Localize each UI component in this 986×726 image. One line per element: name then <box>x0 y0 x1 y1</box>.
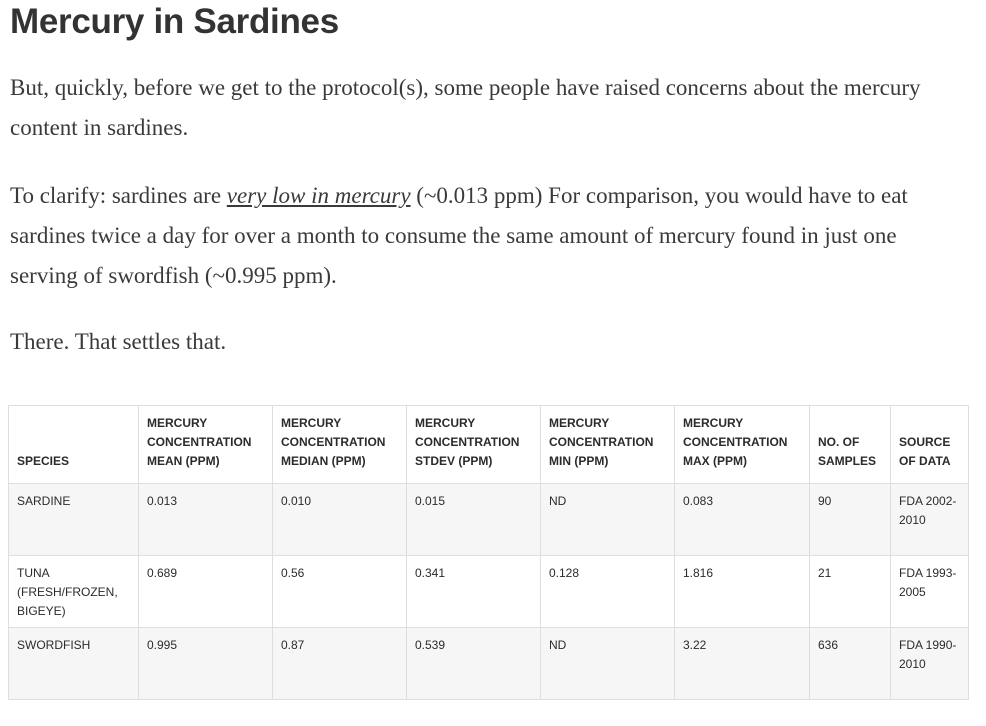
table-cell: 0.128 <box>541 556 675 628</box>
table-cell: FDA 2002-2010 <box>891 484 969 556</box>
table-cell: FDA 1990-2010 <box>891 628 969 700</box>
table-cell: 1.816 <box>675 556 810 628</box>
table-cell: ND <box>541 484 675 556</box>
header-samples: NO. OF SAMPLES <box>810 406 891 484</box>
table-cell: 0.539 <box>407 628 541 700</box>
table-row <box>9 628 969 700</box>
clarify-paragraph <box>10 176 960 296</box>
table-cell: 0.015 <box>407 484 541 556</box>
table-cell: 0.995 <box>139 628 273 700</box>
table-cell: ND <box>541 628 675 700</box>
table-cell: 0.013 <box>139 484 273 556</box>
table-cell: SWORDFISH <box>9 628 139 700</box>
table-cell: 90 <box>810 484 891 556</box>
table-row <box>9 556 969 628</box>
table-cell: 0.083 <box>675 484 810 556</box>
table-cell: SARDINE <box>9 484 139 556</box>
mercury-table <box>8 405 969 700</box>
table-cell: 0.341 <box>407 556 541 628</box>
page-title: Mercury in Sardines <box>10 2 339 41</box>
clarify-suffix: (~0.013 ppm) For comparison, you would have to eat sardines twice a day for over a month to consume the same amount of mercury found in just one serving of swordfish (~0.995 ppm). <box>10 183 908 288</box>
header-min: MERCURY CONCENTRATION MIN (PPM) <box>541 406 675 484</box>
conclusion-paragraph: There. That settles that. <box>10 329 227 354</box>
table-cell: 636 <box>810 628 891 700</box>
table-cell: 0.010 <box>273 484 407 556</box>
header-stdev: MERCURY CONCENTRATION STDEV (PPM) <box>407 406 541 484</box>
header-median: MERCURY CONCENTRATION MEDIAN (PPM) <box>273 406 407 484</box>
very-low-in-mercury-link[interactable]: very low in mercury <box>226 183 411 208</box>
header-mean: MERCURY CONCENTRATION MEAN (PPM) <box>139 406 273 484</box>
table-row <box>9 484 969 556</box>
table-cell: 3.22 <box>675 628 810 700</box>
table-cell: FDA 1993-2005 <box>891 556 969 628</box>
header-max: MERCURY CONCENTRATION MAX (PPM) <box>675 406 810 484</box>
header-species: SPECIES <box>9 406 139 484</box>
table-cell: 0.689 <box>139 556 273 628</box>
table-cell: 0.56 <box>273 556 407 628</box>
clarify-prefix: To clarify: sardines are <box>10 183 227 208</box>
mercury-table-container <box>8 405 968 700</box>
table-cell: TUNA (FRESH/FROZEN, BIGEYE) <box>9 556 139 628</box>
table-cell: 21 <box>810 556 891 628</box>
intro-paragraph: But, quickly, before we get to the protocol(s), some people have raised concerns about the mercury content in sardines. <box>10 75 921 140</box>
table-header-row <box>9 406 969 484</box>
table-cell: 0.87 <box>273 628 407 700</box>
header-source: SOURCE OF DATA <box>891 406 969 484</box>
